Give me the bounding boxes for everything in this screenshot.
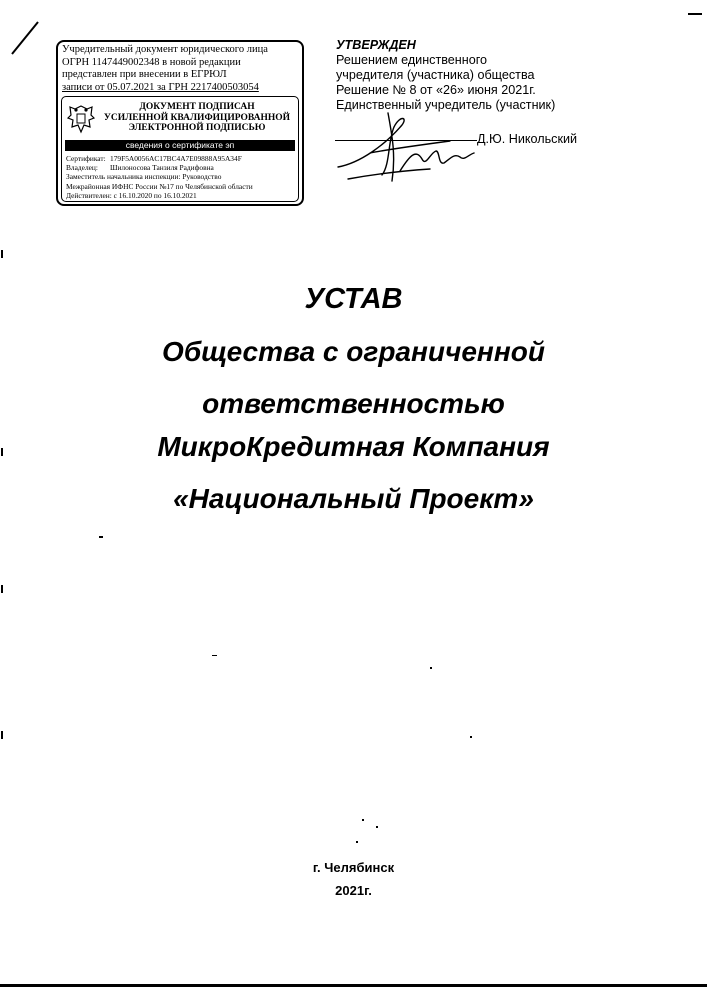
scan-speck xyxy=(1,731,3,739)
esignature-panel xyxy=(61,96,299,202)
scan-speck xyxy=(1,585,3,593)
stamp-registration-text xyxy=(62,44,300,94)
coat-of-arms-icon xyxy=(66,103,96,135)
esignature-heading xyxy=(100,102,294,134)
year-label: 2021г. xyxy=(335,883,372,898)
stamp-line: ОГРН 1147449002348 в новой редакции xyxy=(62,56,241,68)
approval-heading: УТВЕРЖДЕН xyxy=(336,38,416,52)
company-name: «Национальный Проект» xyxy=(173,483,534,514)
scan-speck xyxy=(430,667,432,669)
bottom-scan-edge xyxy=(0,984,707,987)
cert-row-owner xyxy=(66,163,296,172)
scan-speck xyxy=(362,819,364,821)
scan-speck xyxy=(376,826,378,828)
cert-row-validity: Действителен: с 16.10.2020 по 16.10.2021 xyxy=(66,190,197,200)
scan-speck xyxy=(356,841,358,843)
approval-block xyxy=(336,38,626,113)
title-line: Общества с ограниченной xyxy=(162,336,545,367)
registration-stamp xyxy=(56,40,304,206)
approval-line: Решение № 8 от «26» июня 2021г. xyxy=(336,83,536,97)
handwritten-signature xyxy=(330,105,490,190)
top-right-dash xyxy=(688,13,702,15)
scan-speck xyxy=(99,536,103,538)
cert-row-authority: Межрайонная ИФНС России №17 по Челябинской области xyxy=(66,181,253,191)
document-title: УСТАВ xyxy=(304,283,403,315)
owner-value: Шилоносова Танзиля Радифовна xyxy=(110,163,214,173)
title-line: ответственностью xyxy=(202,388,505,419)
certificate-details xyxy=(66,154,296,200)
esign-line: УСИЛЕННОЙ КВАЛИФИЦИРОВАННОЙ xyxy=(103,112,291,123)
scan-speck xyxy=(1,448,3,456)
approval-line: Единственный учредитель (участник) xyxy=(336,98,556,112)
owner-label: Владелец: xyxy=(66,163,98,173)
scan-speck xyxy=(212,655,217,656)
cert-row-position: Заместитель начальника инспекции: Руководство xyxy=(66,172,222,182)
corner-slash-mark xyxy=(8,18,42,58)
approval-line: учредителя (участника) общества xyxy=(336,68,535,82)
scan-speck xyxy=(470,736,472,738)
esign-line: ЭЛЕКТРОННОЙ ПОДПИСЬЮ xyxy=(128,123,266,133)
cert-row-certificate xyxy=(66,154,296,163)
title-line: МикроКредитная Компания xyxy=(157,431,550,462)
cert-label: Сертификат: xyxy=(66,154,106,163)
cert-value: 179F5A0056AC17BC4A7E09888A95A34F xyxy=(110,154,242,163)
scan-speck xyxy=(1,250,3,258)
stamp-line: записи от 05.07.2021 за ГРН 2217400503054 xyxy=(62,81,259,93)
stamp-line: представлен при внесении в ЕГРЮЛ xyxy=(62,69,227,80)
approval-line: Решением единственного xyxy=(336,53,488,67)
stamp-line: Учредительный документ юридического лица xyxy=(62,44,268,55)
certificate-info-bar: сведения о сертификате эп xyxy=(65,140,295,151)
signer-name: Д.Ю. Никольский xyxy=(477,132,578,146)
city-label: г. Челябинск xyxy=(312,860,395,875)
esign-line: ДОКУМЕНТ ПОДПИСАН xyxy=(139,102,255,112)
